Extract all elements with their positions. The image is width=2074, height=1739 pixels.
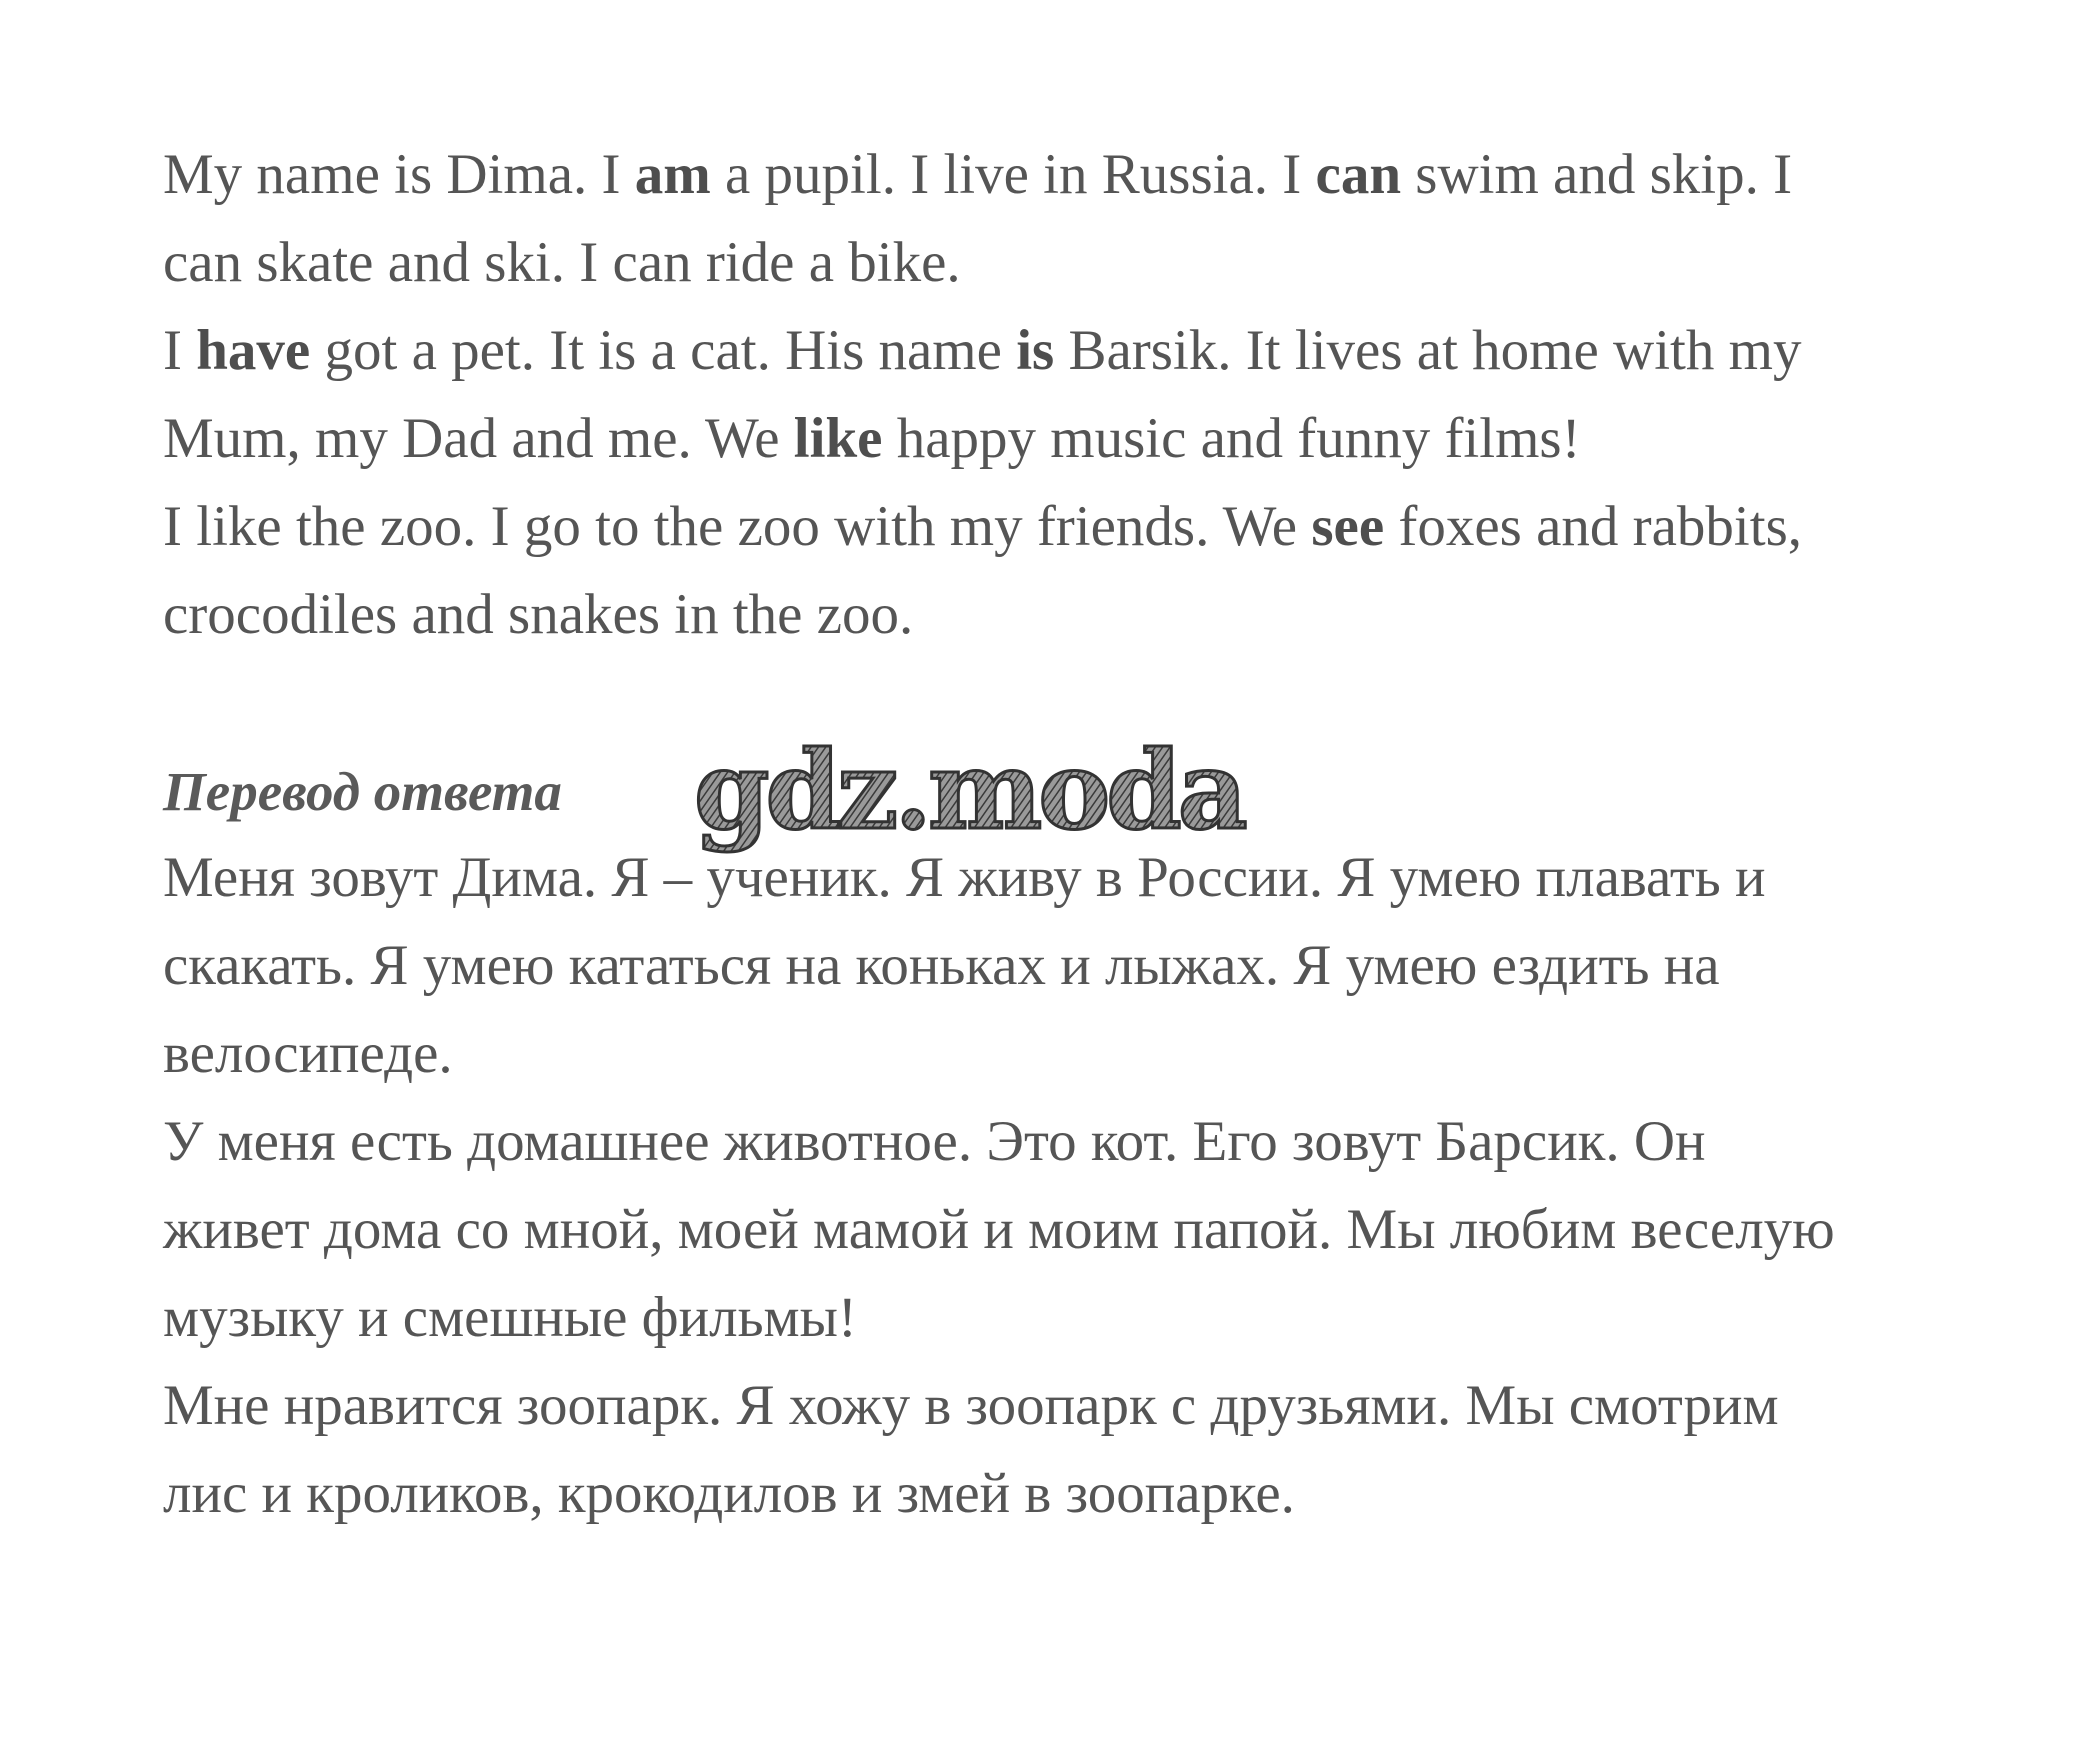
russian-line: лис и кроликов, крокодилов и змей в зоопарке. — [163, 1462, 1295, 1525]
russian-line: У меня есть домашнее животное. Это кот. Его зовут Барсик. Он — [163, 1110, 1706, 1173]
english-line: I have got a pet. It is a cat. His name is Barsik. It lives at home with my — [163, 319, 1802, 382]
russian-line: музыку и смешные фильмы! — [163, 1286, 857, 1349]
translation-heading: Перевод ответа — [163, 761, 562, 822]
russian-line: живет дома со мной, моей мамой и моим папой. Мы любим веселую — [163, 1198, 1835, 1261]
russian-line: Мне нравится зоопарк. Я хожу в зоопарк с друзьями. Мы смотрим — [163, 1374, 1779, 1437]
russian-line: велосипеде. — [163, 1022, 453, 1085]
bold-word: am — [634, 143, 711, 206]
bold-word: like — [793, 407, 883, 470]
bold-word: see — [1311, 495, 1385, 558]
english-line: I like the zoo. I go to the zoo with my friends. We see foxes and rabbits, — [163, 495, 1803, 558]
bold-word: is — [1016, 319, 1055, 382]
russian-line: скакать. Я умею кататься на коньках и лыжах. Я умею ездить на — [163, 934, 1720, 997]
english-line: My name is Dima. I am a pupil. I live in Russia. I can swim and skip. I — [163, 143, 1793, 206]
bold-word: have — [196, 319, 311, 382]
english-line: crocodiles and snakes in the zoo. — [163, 583, 914, 646]
english-answer-text — [163, 131, 2023, 659]
english-line: Mum, my Dad and me. We like happy music and funny films! — [163, 407, 1581, 470]
russian-translation-text — [163, 834, 2023, 1538]
bold-word: can — [1315, 143, 1402, 206]
english-line: can skate and ski. I can ride a bike. — [163, 231, 961, 294]
russian-line: Меня зовут Дима. Я – ученик. Я живу в России. Я умею плавать и — [163, 846, 1766, 909]
watermark-text: gdz.moda — [694, 728, 1244, 854]
